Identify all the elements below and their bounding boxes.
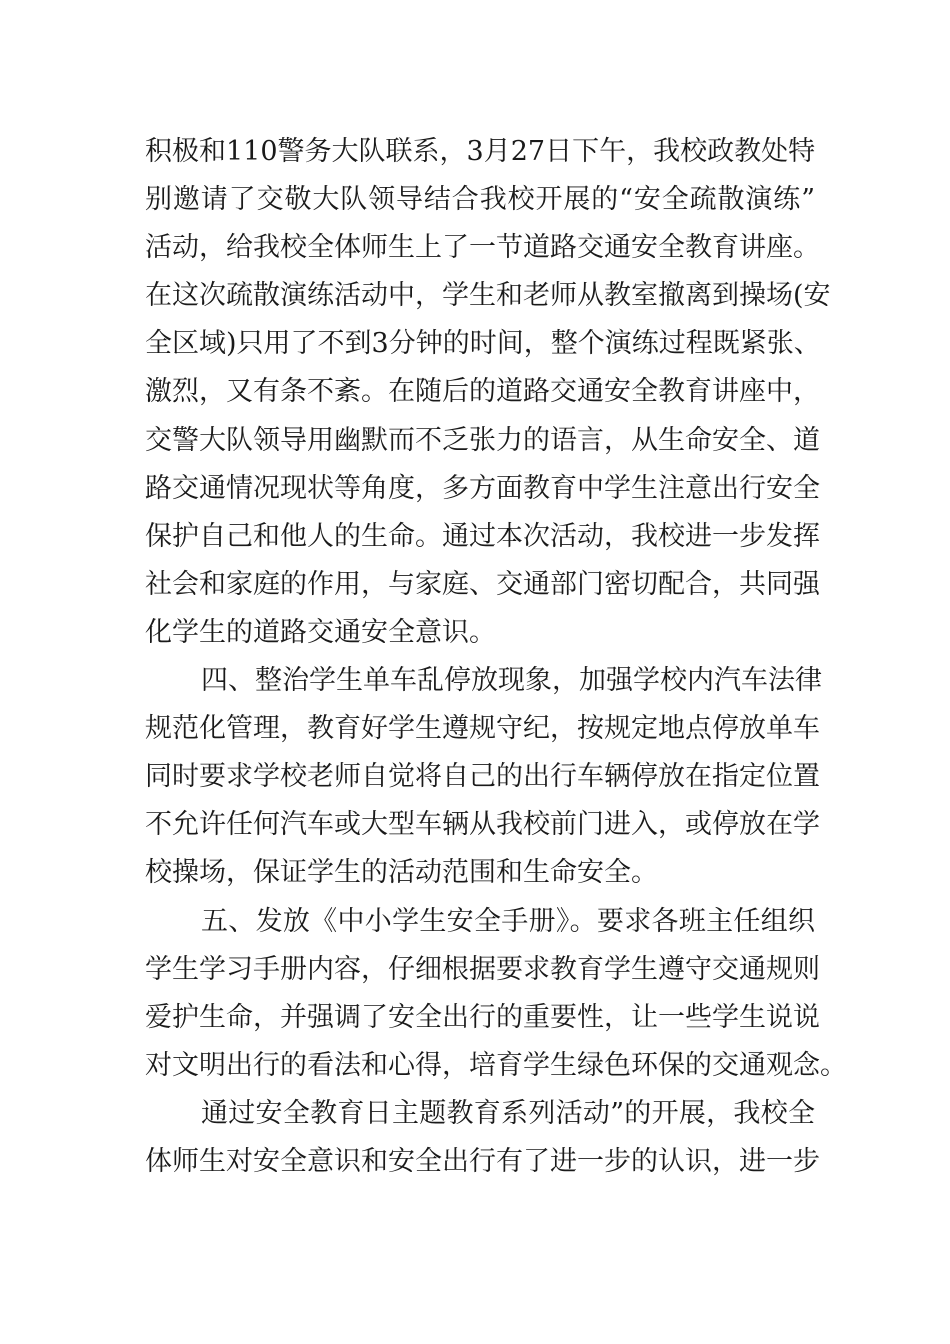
text-line: 化学生的道路交通安全意识。 bbox=[145, 616, 496, 648]
text-line: 路交通情况现状等角度，多方面教育中学生注意出行安全 bbox=[145, 472, 820, 504]
text-line: 对文明出行的看法和心得，培育学生绿色环保的交通观念。 bbox=[145, 1049, 847, 1081]
text-line: 爱护生命，并强调了安全出行的重要性，让一些学生说说 bbox=[145, 1001, 820, 1033]
text-line: 四、整治学生单车乱停放现象，加强学校内汽车法律 bbox=[201, 665, 822, 697]
text-line: 不允许任何汽车或大型车辆从我校前门进入，或停放在学 bbox=[145, 809, 820, 841]
text-line: 同时要求学校老师自觉将自己的出行车辆停放在指定位置 bbox=[145, 761, 820, 793]
text-line: 激烈，又有条不紊。在随后的道路交通安全教育讲座中， bbox=[145, 376, 820, 408]
text-line: 校操场，保证学生的活动范围和生命安全。 bbox=[145, 857, 658, 889]
text-line: 社会和家庭的作用，与家庭、交通部门密切配合，共同强 bbox=[145, 568, 820, 600]
text-line: 活动，给我校全体师生上了一节道路交通安全教育讲座。 bbox=[145, 232, 820, 264]
text-line: 通过安全教育日主题教育系列活动”的开展，我校全 bbox=[201, 1097, 815, 1129]
text-line: 全区域)只用了不到3分钟的时间，整个演练过程既紧张、 bbox=[145, 328, 821, 360]
text-line: 体师生对安全意识和安全出行有了进一步的认识，进一步 bbox=[145, 1145, 820, 1177]
document-body bbox=[145, 128, 847, 1186]
text-line: 规范化管理，教育好学生遵规守纪，按规定地点停放单车 bbox=[145, 713, 820, 745]
text-line: 交警大队领导用幽默而不乏张力的语言，从生命安全、道 bbox=[145, 424, 820, 456]
text-line: 别邀请了交敬大队领导结合我校开展的“安全疏散演练” bbox=[145, 184, 815, 216]
text-line: 五、发放《中小学生安全手册》。要求各班主任组织 bbox=[201, 905, 815, 937]
text-line: 保护自己和他人的生命。通过本次活动，我校进一步发挥 bbox=[145, 520, 820, 552]
text-line: 学生学习手册内容，仔细根据要求教育学生遵守交通规则 bbox=[145, 953, 820, 985]
text-line: 在这次疏散演练活动中，学生和老师从教室撤离到操场(安 bbox=[145, 280, 831, 312]
text-line: 积极和110警务大队联系，3月27日下午，我校政教处特 bbox=[145, 136, 816, 167]
